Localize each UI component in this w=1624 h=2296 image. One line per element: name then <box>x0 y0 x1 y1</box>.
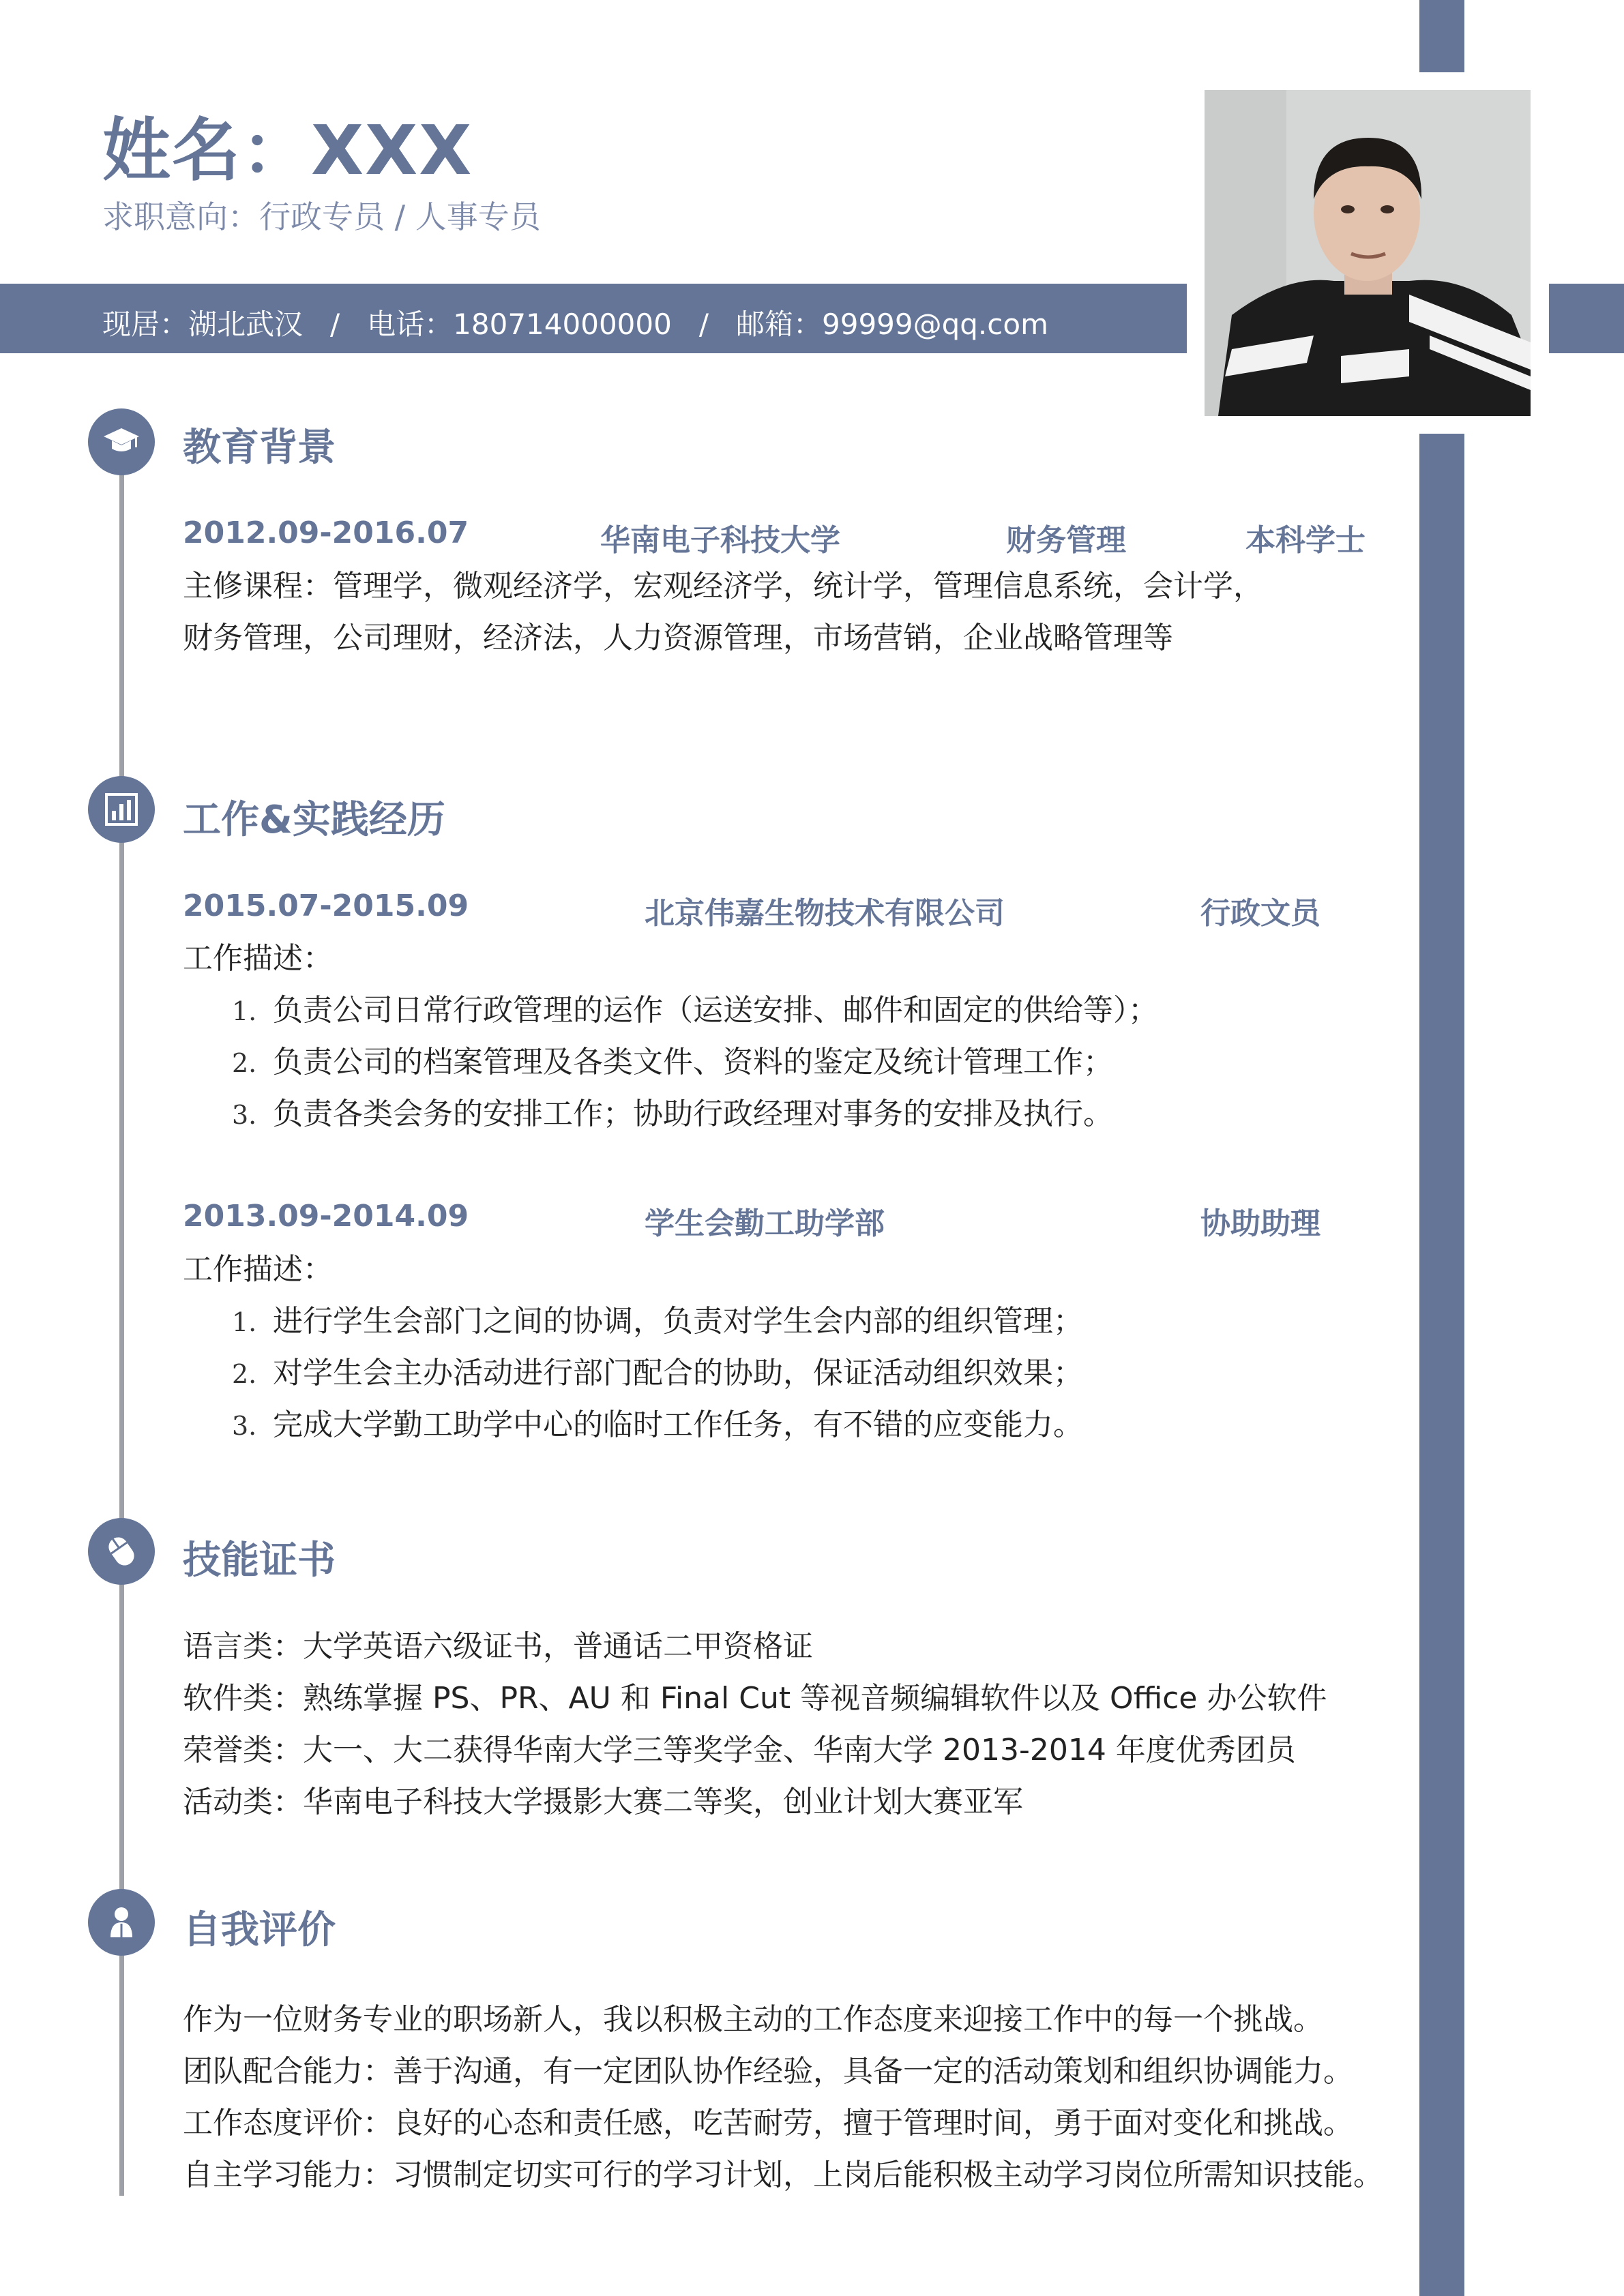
eval-line: 团队配合能力：善于沟通，有一定团队协作经验，具备一定的活动策划和组织协调能力。 <box>183 2054 1353 2089</box>
skill-line: 软件类：熟练掌握 PS、PR、AU 和 Final Cut 等视音频编辑软件以及 Office 办公软件 <box>183 1681 1327 1716</box>
section-title-skills: 技能证书 <box>183 1538 336 1583</box>
list-item <box>232 1037 1113 1089</box>
section-title-work: 工作&实践经历 <box>183 798 445 842</box>
job-intent: 求职意向：行政专员 / 人事专员 <box>102 198 541 235</box>
email: 邮箱：99999@qq.com <box>736 308 1048 341</box>
list-number: 1. <box>232 1307 257 1337</box>
job-org: 学生会勤工助学部 <box>645 1206 885 1241</box>
job-desc-label: 工作描述： <box>183 941 333 976</box>
bar-chart-icon <box>88 776 155 843</box>
avatar-illustration <box>1205 90 1531 416</box>
contact-info <box>102 302 1048 343</box>
list-item <box>232 985 1158 1037</box>
list-number: 2. <box>232 1048 257 1078</box>
page-title: 姓名：XXX <box>102 110 473 190</box>
person-icon <box>88 1889 155 1956</box>
list-number: 1. <box>232 996 257 1026</box>
list-item <box>232 1296 1083 1348</box>
list-item <box>232 1399 1083 1452</box>
phone: 电话：180714000000 <box>367 308 672 341</box>
list-text: 负责公司的档案管理及各类文件、资料的鉴定及统计管理工作； <box>273 1045 1113 1079</box>
profile-photo <box>1205 90 1531 416</box>
edu-major: 财务管理 <box>1006 523 1126 558</box>
skill-line: 活动类：华南电子科技大学摄影大赛二等奖，创业计划大赛亚军 <box>183 1785 1023 1819</box>
list-number: 3. <box>232 1100 257 1130</box>
skill-line: 语言类：大学英语六级证书，普通话二甲资格证 <box>183 1629 813 1664</box>
separator: / <box>330 308 340 341</box>
list-text: 负责各类会务的安排工作；协助行政经理对事务的安排及执行。 <box>273 1097 1113 1131</box>
mouse-icon <box>88 1518 155 1585</box>
edu-school: 华南电子科技大学 <box>600 523 840 558</box>
section-title-self-eval: 自我评价 <box>183 1908 336 1952</box>
decor-strip-top <box>1419 0 1464 72</box>
job-role: 行政文员 <box>1200 896 1320 931</box>
list-text: 进行学生会部门之间的协调，负责对学生会内部的组织管理； <box>273 1304 1083 1339</box>
eval-line: 作为一位财务专业的职场新人，我以积极主动的工作态度来迎接工作中的每一个挑战。 <box>183 2002 1323 2037</box>
job-org: 北京伟嘉生物技术有限公司 <box>645 896 1005 931</box>
eval-line: 自主学习能力：习惯制定切实可行的学习计划，上岗后能积极主动学习岗位所需知识技能。 <box>183 2158 1383 2192</box>
decor-strip-side <box>1549 284 1624 353</box>
list-number: 3. <box>232 1411 257 1441</box>
edu-courses-line1: 主修课程：管理学，微观经济学，宏观经济学，统计学，管理信息系统，会计学， <box>183 569 1263 603</box>
list-item <box>232 1088 1113 1141</box>
list-number: 2. <box>232 1359 257 1389</box>
job-period: 2013.09-2014.09 <box>183 1199 469 1234</box>
list-text: 对学生会主办活动进行部门配合的协助，保证活动组织效果； <box>273 1356 1083 1390</box>
edu-courses-line2: 财务管理，公司理财，经济法，人力资源管理，市场营销，企业战略管理等 <box>183 621 1173 655</box>
decor-strip-main <box>1419 434 1464 2296</box>
section-title-education: 教育背景 <box>183 426 336 470</box>
eval-line: 工作态度评价：良好的心态和责任感，吃苦耐劳，擅于管理时间，勇于面对变化和挑战。 <box>183 2106 1353 2141</box>
job-desc-label: 工作描述： <box>183 1252 333 1287</box>
job-role: 协助助理 <box>1200 1206 1320 1241</box>
list-text: 负责公司日常行政管理的运作（运送安排、邮件和固定的供给等）； <box>273 993 1158 1028</box>
edu-degree: 本科学士 <box>1245 523 1365 558</box>
location: 现居：湖北武汉 <box>102 308 304 341</box>
skill-line: 荣誉类：大一、大二获得华南大学三等奖学金、华南大学 2013-2014 年度优秀团员 <box>183 1733 1296 1768</box>
graduation-cap-icon <box>88 408 155 475</box>
job-period: 2015.07-2015.09 <box>183 889 469 923</box>
list-text: 完成大学勤工助学中心的临时工作任务，有不错的应变能力。 <box>273 1407 1083 1442</box>
list-item <box>232 1347 1083 1400</box>
edu-period: 2012.09-2016.07 <box>183 516 469 550</box>
separator: / <box>698 308 709 341</box>
